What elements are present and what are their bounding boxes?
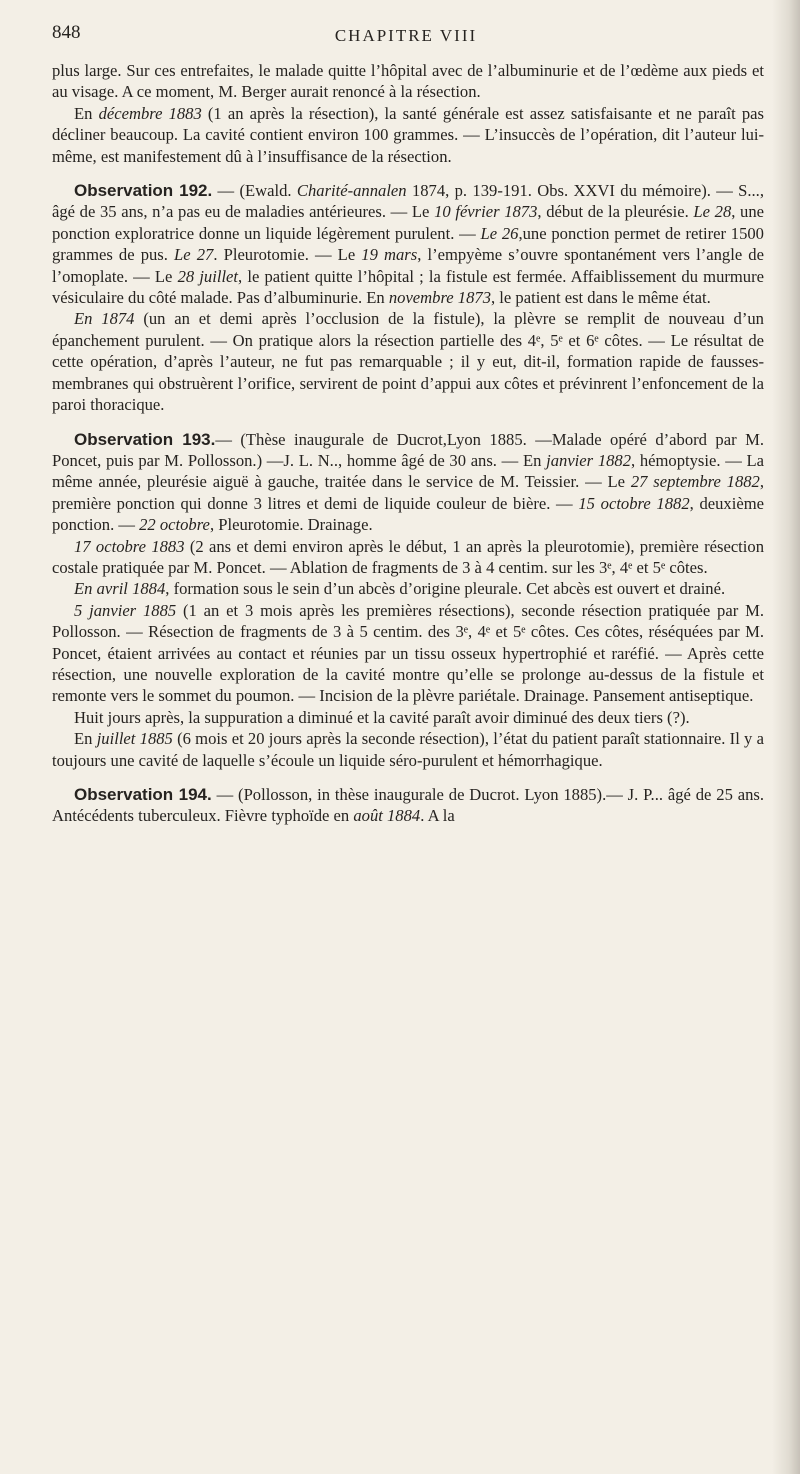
italic-run: En 1874 [74,309,135,329]
paragraph-continuation: plus large. Sur ces entrefaites, le malade quitte l’hôpital avec de l’albuminurie et de l’œdème aux pieds et au visage. A ce moment, M. Berger aurait renoncé à la résection. [52,61,764,102]
text-run: ,une ponction permet de retirer 1500 grammes de pus. [52,223,764,265]
observation-192-title: Observation 192. [74,181,213,201]
italic-run: novembre 1873 [388,288,491,308]
observation-193-paragraph-5: Huit jours après, la suppuration a diminué et la cavité paraît avoir diminué des deux tiers (?). [74,707,690,727]
text-run: — (Ewald. [212,181,297,201]
observation-193-paragraph-3 [52,578,764,599]
italic-run: 5 janvier 1885 [74,600,177,620]
italic-run: 22 octobre [139,515,210,535]
body-text [52,60,764,827]
text-run: . A la [420,806,455,826]
italic-run: janvier 1882 [546,450,632,470]
italic-run: Le 26 [480,223,519,243]
observation-194 [52,784,764,827]
italic-run: 27 septembre 1882 [630,472,760,492]
text-run: , une ponction exploratrice donne un liquide légèrement purulent. — [52,202,765,243]
observation-193-title: Observation 193. [74,429,216,449]
page-edge-shadow [772,0,800,1474]
italic-run: Le 28 [693,202,732,222]
observation-192-paragraph-2 [52,308,764,415]
text-run: , première ponction qui donne 3 litres et demi de liquide couleur de bière. — [52,472,764,513]
text-run: , début de la pleurésie. [537,202,694,222]
observation-193-paragraph-6 [52,728,764,771]
observation-193-paragraph-2 [52,536,764,579]
text-run: En [74,103,99,123]
text-run: , l’empyème s’ouvre spontanément vers l’angle de l’omoplate. — Le [52,245,764,286]
italic-run: En avril 1884 [74,579,166,599]
text-run: (2 ans et demi environ après le début, 1 an après la pleurotomie), première résection costale pratiquée par M. Poncet. — Ablation de fragments de 3 à 4 centim. sur les 3ᵉ, 4ᵉ et 5ᵉ côtes. [52,536,764,577]
italic-run: juillet 1885 [96,729,173,749]
paragraph-december-1883 [52,103,764,167]
italic-run: 19 mars [361,245,418,265]
italic-run: décembre 1883 [98,103,202,123]
text-run: — (Pollosson, in thèse inaugurale de Ducrot. Lyon 1885).— J. P... âgé de 25 ans. Antécédents tuberculeux. Fièvre typhoïde en [52,785,764,826]
page-header [52,18,760,54]
text-run: — (Thèse inaugurale de Ducrot,Lyon 1885. —Malade opéré d’abord par M. Poncet, puis par M. Pollosson.) —J. L. N.., homme âgé de 30 ans. — En [52,429,764,470]
page-number: 848 [52,22,81,43]
text-run: . Pleurotomie. — Le [213,245,362,265]
observation-193 [52,429,764,536]
text-run: (6 mois et 20 jours après la seconde résection), l’état du patient paraît stationnaire. Il y a toujours une cavité de laquelle s’écoule un liquide séro-purulent et hémorrhagique. [52,729,764,770]
text-run: , le patient est dans le même état. [491,288,711,308]
observation-194-title: Observation 194. [74,785,212,804]
chapter-heading: CHAPITRE VIII [334,26,478,45]
italic-run: 15 octobre 1882 [578,493,690,513]
italic-run: Charité-annalen [296,181,407,201]
italic-run: 17 octobre 1883 [74,536,185,556]
observation-192 [52,180,764,308]
italic-run: août 1884 [353,806,421,826]
text-run: , Pleurotomie. Drainage. [209,515,373,535]
italic-run: 10 février 1873 [434,202,538,222]
text-run: En [74,729,97,749]
text-run: , hémoptysie. — La même année, pleurésie aiguë à gauche, traitée dans le service de M. Teissier. — Le [52,450,765,492]
text-run: (un an et demi après l’occlusion de la fistule), la plèvre se remplit de nouveau d’un épanchement purulent. — On pratique alors la résection partielle des 4ᵉ, 5ᵉ et 6ᵉ côtes. — Le résultat de cette opération, d’après l’auteur, ne fut pas remarquable ; il y eut, dit-il, formation rapide de fausses-membranes qui obstruèrent l’orifice, servirent de point d’appui aux côtes et prévinrent l’enfoncement de la paroi thoracique. [52,309,764,415]
italic-run: Le 27 [174,245,214,265]
italic-run: 28 juillet [177,266,239,286]
text-run: , deuxième ponction. — [52,493,764,535]
text-run: (1 an et 3 mois après les premières résections), seconde résection pratiquée par M. Pollosson. — Résection de fragments de 3 à 5 centim. des 3ᵉ, 4ᵉ et 5ᵉ côtes. Ces côtes, réséquées par M. Poncet, étaient arrivées au contact et réunies par un tissu osseux hypertrophié et raréfié. — Après cette résection, une nouvelle exploration de la cavité montre qu’elle se prolonge au-dessus de la fistule et remonte vers le sommet du poumon. — Incision de la plèvre pariétale. Drainage. Pansement antiseptique. [52,600,764,706]
text-run: , formation sous le sein d’un abcès d’origine pleurale. Cet abcès est ouvert et drainé. [165,579,726,599]
text-run: , le patient quitte l’hôpital ; la fistule est fermée. Affaiblissement du murmure vésiculaire du côté malade. Pas d’albuminurie. En [52,266,764,308]
text-run: 1874, p. 139-191. Obs. XXVI du mémoire). — S..., âgé de 35 ans, n’a pas eu de maladies antérieures. — Le [52,181,764,222]
text-run: (1 an après la résection), la santé générale est assez satisfaisante et ne paraît pas décliner beaucoup. La cavité contient environ 100 grammes. — L’insuccès de l’opération, dit l’auteur lui-même, est manifestement dû à l’insuffisance de la résection. [52,103,764,166]
observation-193-paragraph-4 [52,600,764,707]
